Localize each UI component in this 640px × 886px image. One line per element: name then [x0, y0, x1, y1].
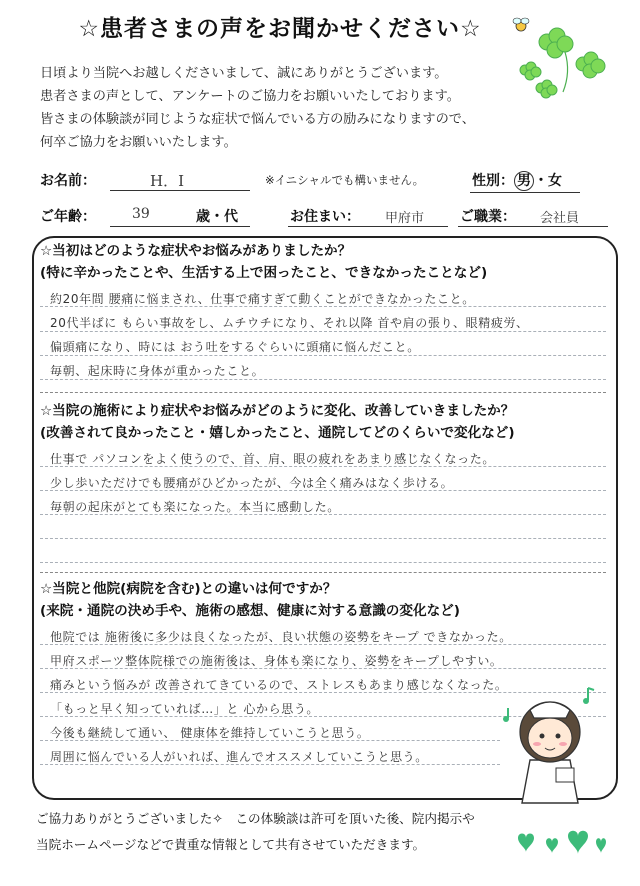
answer-line: 「もっと早く知っていれば…」と 心から思う。: [50, 702, 320, 716]
question-1-subtitle: (特に辛かったことや、生活する上で困ったこと、できなかったことなど): [40, 265, 488, 281]
address-label: お住まい：: [290, 209, 360, 225]
age-underline: [110, 226, 250, 227]
address-value: 甲府市: [385, 211, 425, 226]
answer-line: 毎朝の起床がとても楽になった。本当に感動した。: [50, 500, 340, 514]
section-divider: [40, 572, 606, 573]
section-divider: [40, 392, 606, 393]
answer-line: 毎朝、起床時に身体が重かったこと。: [50, 364, 265, 378]
gender-separator: ・: [534, 173, 548, 189]
answer-line: 痛みという悩みが 改善されてきているので、ストレスもあまり感じなくなった。: [50, 678, 508, 692]
answer-line: 他院では 施術後に多少は良くなったが、良い状態の姿勢をキープ できなかった。: [50, 630, 512, 644]
answer-line: 周囲に悩んでいる人がいれば、進んでオススメしていこうと思う。: [50, 750, 428, 764]
job-label: ご職業：: [460, 209, 516, 225]
age-value: 39: [132, 206, 150, 222]
address-underline: [288, 226, 448, 227]
age-unit: 歳・代: [196, 209, 238, 225]
question-3-title: ☆当院と他院(病院を含む)との違いは何ですか？: [40, 581, 337, 597]
intro-line: 皆さまの体験談が同じような症状で悩んでいる方の励みになりますので、: [40, 112, 475, 127]
job-value: 会社員: [540, 211, 580, 226]
hearts-decoration-icon: [508, 826, 618, 860]
answer-line: 仕事で パソコンをよく使うので、首、肩、眼の疲れをあまり感じなくなった。: [50, 452, 495, 466]
gender-underline: [470, 192, 580, 193]
intro-line: 日頃より当院へお越しくださいまして、誠にありがとうございます。: [40, 66, 448, 81]
gender-male-circled: 男: [514, 171, 534, 191]
name-label: お名前：: [40, 173, 96, 189]
job-underline: [458, 226, 608, 227]
gender-female: 女: [548, 173, 562, 189]
answer-line: 約20年間 腰痛に悩まされ、仕事で痛すぎて動くことができなかったこと。: [50, 292, 475, 306]
question-1-title: ☆当初はどのような症状やお悩みがありましたか？: [40, 243, 352, 259]
name-value: H．I: [150, 172, 185, 190]
question-2-title: ☆当院の施術により症状やお悩みがどのように変化、改善していきましたか？: [40, 403, 515, 419]
answer-line: 20代半ばに もらい事故をし、ムチウチになり、それ以降 首や肩の張り、眼精疲労、: [50, 316, 529, 330]
answer-line: 甲府スポーツ整体院様での施術後は、身体も楽になり、姿勢をキープしやすい。: [50, 654, 503, 668]
name-note: ※イニシャルでも構いません。: [265, 173, 425, 187]
footer-line: 当院ホームページなどで貴重な情報として共有させていただきます。: [36, 837, 426, 852]
footer-line: ご協力ありがとうございました✧ この体験談は許可を頂いた後、院内掲示や: [36, 811, 475, 826]
intro-line: 患者さまの声として、アンケートのご協力をお願いいたしております。: [40, 89, 460, 104]
name-underline: [110, 190, 250, 191]
answer-line: 偏頭痛になり、時には おう吐をするぐらいに頭痛に悩んだこと。: [50, 340, 420, 354]
clover-decoration-icon: [505, 12, 625, 107]
answer-line: 今後も継続して通い、 健康体を維持していこうと思う。: [50, 726, 370, 740]
answer-line: 少し歩いただけでも腰痛がひどかったが、今は全く痛みはなく歩ける。: [50, 476, 454, 490]
intro-line: 何卒ご協力をお願いいたします。: [40, 135, 237, 150]
question-2-subtitle: (改善されて良かったこと・嬉しかったこと、通院してどのくらいで変化など): [40, 425, 515, 441]
question-3-subtitle: (来院・通院の決め手や、施術の感想、健康に対する意識の変化など): [40, 603, 460, 619]
nurse-illustration-icon: [500, 668, 610, 808]
age-label: ご年齢：: [40, 209, 96, 225]
gender-field: [472, 170, 562, 191]
page-title: ☆患者さまの声をお聞かせください☆: [78, 16, 482, 42]
gender-label: 性別：: [472, 173, 514, 189]
